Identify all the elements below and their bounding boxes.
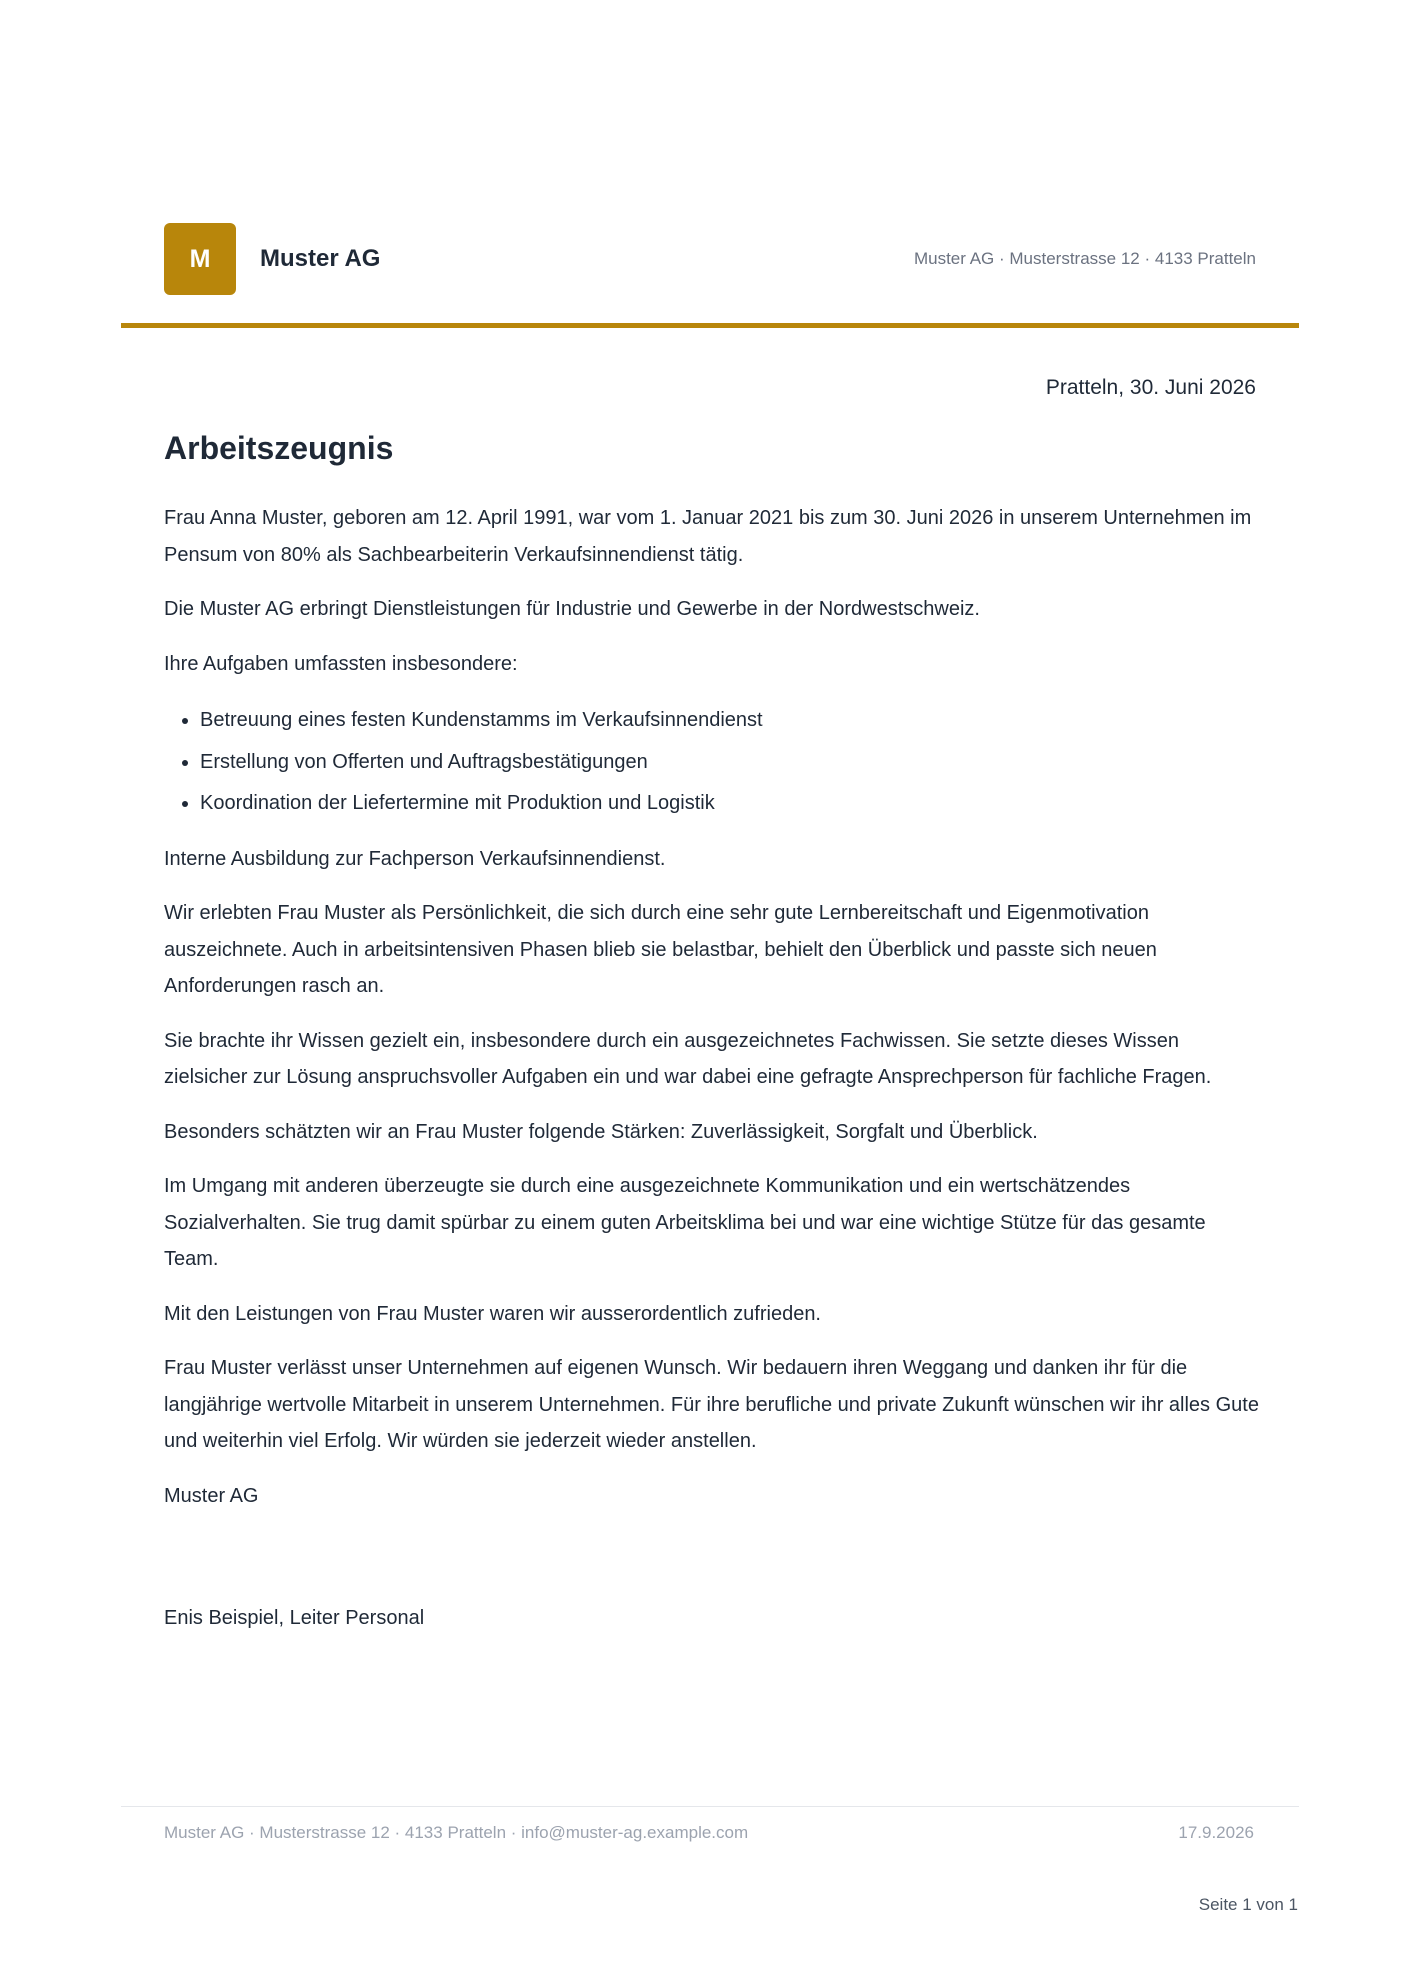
- closing-paragraph: Frau Muster verlässt unser Unternehmen auf eigenen Wunsch. Wir bedauern ihren Weggang und danken ihr für die langjährige wertvolle Mitarbeit in unserem Unternehmen. Für ihre berufliche und private Zukunft wünschen wir ihr alles Gute und weiterhin viel Erfolg. Wir würden sie jederzeit wieder anstellen.: [164, 1357, 1259, 1452]
- footer-divider: [121, 1806, 1299, 1807]
- footer-date: 17.9.2026: [1178, 1823, 1254, 1842]
- signature-company: Muster AG: [164, 1484, 259, 1507]
- letterhead: [164, 223, 1256, 295]
- training-paragraph: Interne Ausbildung zur Fachperson Verkaufsinnendienst.: [164, 847, 666, 870]
- knowledge-paragraph: Sie brachte ihr Wissen gezielt ein, insbesondere durch ein ausgezeichnetes Fachwissen. Sie setzte dieses Wissen zielsicher zur Lösung anspruchsvoller Aufgaben ein und war dabei eine gefragte Ansprechperson für fachliche Fragen.: [164, 1029, 1212, 1088]
- task-item: • Koordination der Liefertermine mit Produktion und Logistik: [200, 783, 1264, 825]
- logo-letter: M: [189, 244, 211, 273]
- company-logo: [164, 223, 236, 295]
- company-description: Die Muster AG erbringt Dienstleistungen für Industrie und Gewerbe in der Nordwestschweiz.: [164, 598, 980, 620]
- header-address: Muster AG · Musterstrasse 12 · 4133 Pratteln: [913, 249, 1256, 268]
- tasks-intro: Ihre Aufgaben umfassten insbesondere:: [164, 652, 518, 675]
- strengths-paragraph: Besonders schätzten wir an Frau Muster folgende Stärken: Zuverlässigkeit, Sorgfalt und Überblick.: [164, 1120, 1038, 1143]
- social-paragraph: Im Umgang mit anderen überzeugte sie durch eine ausgezeichnete Kommunikation und ein wertschätzendes Sozialverhalten. Sie trug damit spürbar zu einem guten Arbeitsklima bei und war eine wichtige Stütze für das gesamte Team.: [164, 1175, 1206, 1270]
- document-title: Arbeitszeugnis: [164, 430, 394, 466]
- performance-paragraph: Mit den Leistungen von Frau Muster waren wir ausserordentlich zufrieden.: [164, 1302, 821, 1325]
- company-name: Muster AG: [260, 245, 381, 272]
- signatory: Enis Beispiel, Leiter Personal: [164, 1607, 425, 1629]
- page-number: Seite 1 von 1: [1198, 1895, 1298, 1914]
- task-list: [164, 700, 1264, 825]
- personality-paragraph: Wir erlebten Frau Muster als Persönlichkeit, die sich durch eine sehr gute Lernbereitschaft und Eigenmotivation auszeichnete. Auch in arbeitsintensiven Phasen blieb sie belastbar, behielt den Überblick und passte sich neuen Anforderungen rasch an.: [164, 902, 1157, 997]
- place-date: Pratteln, 30. Juni 2026: [1045, 376, 1256, 399]
- letter-body: [164, 500, 1264, 1655]
- header-divider: [121, 323, 1299, 328]
- intro-paragraph: Frau Anna Muster, geboren am 12. April 1991, war vom 1. Januar 2021 bis zum 30. Juni 2026 in unserem Unternehmen im Pensum von 80% als Sachbearbeiterin Verkaufsinnendienst tätig.: [164, 507, 1252, 566]
- task-item: • Erstellung von Offerten und Auftragsbestätigungen: [200, 742, 1264, 784]
- footer-contact: Muster AG · Musterstrasse 12 · 4133 Pratteln · info@muster-ag.example.com: [164, 1823, 749, 1842]
- task-item: • Betreuung eines festen Kundenstamms im Verkaufsinnendienst: [200, 700, 1264, 742]
